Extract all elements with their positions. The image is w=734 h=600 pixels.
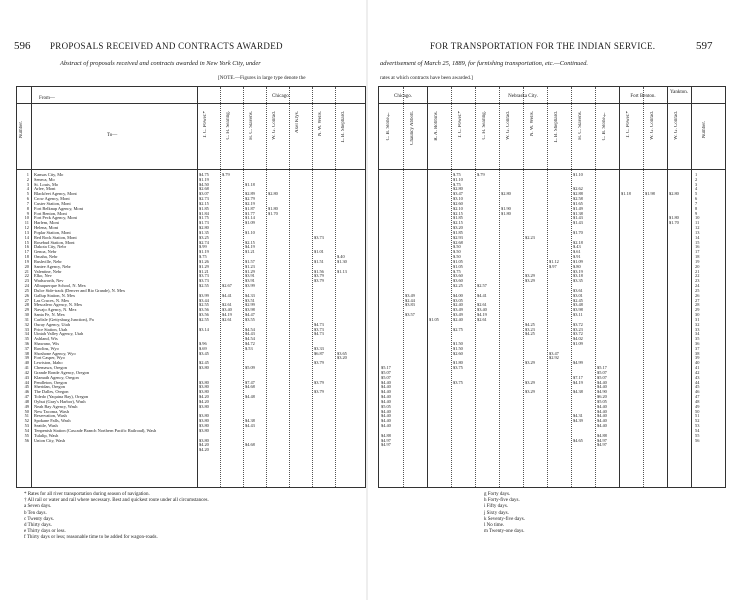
destination-item: Seattle, Wash [34, 423, 58, 429]
destination-item: Rosebud Station, Mont [34, 239, 75, 245]
row-number: 45 [695, 384, 700, 390]
destination-item: Tulalip, Wash [34, 432, 59, 438]
left-bidder-conrad: W. G. Conrad. [272, 111, 277, 140]
destination-item: Omaha, Nebr [34, 254, 58, 260]
destination-item: Pendleton, Oregon [34, 379, 67, 385]
row-number: 35 [695, 336, 700, 342]
destination-item: Navajo Agency, N. Mex [34, 307, 77, 313]
destination-item: Wadsworth, Nev [34, 278, 64, 284]
row-number: 41 [695, 365, 700, 371]
row-number: 16 [24, 244, 29, 250]
destination-item: Elko, Nev [34, 273, 52, 279]
row-number: 38 [24, 350, 29, 356]
row-number: 51 [695, 413, 700, 419]
footnote: d Thirty days. [24, 523, 52, 529]
row-number: 28 [695, 302, 700, 308]
destination-item: Reservation, Wash [34, 413, 67, 419]
row-number: 14 [24, 234, 29, 240]
row-number: 9 [26, 210, 29, 216]
right-group-chicago: Chicago. [394, 94, 412, 99]
right-col-yankton-conrad: $2.80 $1.80 $1.70 [669, 191, 679, 226]
right-col-robbins: $1.05 [429, 316, 439, 322]
row-number: 19 [695, 258, 700, 264]
destination-item: St. Louis, Mo [34, 181, 59, 187]
row-number: 44 [695, 379, 700, 385]
row-number: 41 [24, 365, 29, 371]
right-bidder-benton-power: T. C. Power.* [626, 111, 631, 139]
destination-item: Shawano, Wis [34, 340, 60, 346]
right-group-benton: Fort Benton. [630, 94, 656, 99]
row-number: 40 [695, 360, 700, 366]
row-number: 48 [695, 398, 700, 404]
row-number: 6 [695, 196, 698, 202]
left-to-header: To— [107, 133, 118, 138]
row-number: 21 [695, 268, 700, 274]
destination-item: Custer Station, Mont [34, 200, 71, 206]
right-col-benton-conrad: $1.98 [645, 191, 655, 197]
row-number: 40 [24, 360, 29, 366]
row-number: 29 [24, 307, 29, 313]
row-number: 34 [24, 331, 29, 337]
row-number: 42 [24, 369, 29, 375]
right-bidder-power: T. C. Power.* [458, 111, 463, 139]
row-number: 8 [695, 205, 698, 211]
right-bidder-shephard: L. B. Shephard. [554, 111, 559, 143]
footnote: * Rates for all river transportation during season of navigation. [24, 492, 150, 497]
left-subtitle: Abstract of proposals received and contracts awarded in New York City, under [60, 60, 261, 67]
footnote: l No time. [484, 523, 505, 529]
row-number: 37 [24, 345, 29, 351]
destination-item: Albuquerque School, N. Mex [34, 283, 86, 289]
destination-item: Uintah Valley Agency, Utah [34, 331, 84, 337]
row-number: 32 [24, 321, 29, 327]
destination-item: Blackfeet Agency, Mont [34, 191, 77, 197]
destination-item: New Tacoma, Wash [34, 408, 69, 414]
row-number: 25 [24, 287, 29, 293]
right-footnotes [484, 492, 525, 535]
row-number: 50 [24, 408, 29, 414]
row-number: 53 [24, 423, 29, 429]
row-number: 3 [26, 181, 29, 187]
destination-item: The Dalles, Oregon [34, 389, 69, 395]
right-bidder-wells: N. W. Wells. [530, 111, 535, 137]
footnote: g Forty days. [484, 492, 511, 497]
destination-item: Red Rock Station, Mont [34, 234, 77, 240]
row-number: 39 [24, 355, 29, 361]
row-number: 4 [695, 186, 698, 192]
left-destinations [34, 173, 196, 443]
row-number: 13 [24, 229, 29, 235]
row-number: 49 [695, 403, 700, 409]
footnote: c Twenty days. [24, 516, 54, 522]
row-number: 24 [24, 283, 29, 289]
destination-item: Chemawa, Oregon [34, 365, 67, 371]
right-bidder-abbott: Chauncy Abbott. [410, 111, 415, 145]
left-bidder-power: T. C. Power.* [203, 111, 208, 139]
destination-item: Genoa, Nebr [34, 249, 57, 255]
right-col-shephard: $1.12 $.97 $3.47 $2.92 [549, 258, 559, 361]
footnote: h Forty-five days. [484, 498, 520, 504]
destination-item: Klamath Agency, Oregon [34, 374, 79, 380]
row-number: 30 [24, 312, 29, 318]
right-col-searing: $.79 $2.57 $4.41 $2.61 $3.40 $4.19 $2.61 [477, 172, 487, 322]
row-number: 55 [695, 432, 700, 438]
row-number: 11 [24, 220, 29, 226]
destination-item: Helena, Mont [34, 225, 59, 231]
row-number: 39 [695, 355, 700, 361]
row-number: 13 [695, 229, 700, 235]
destination-item: Spokane Falls, Wash [34, 418, 71, 424]
row-number: 54 [695, 427, 700, 433]
row-number: 27 [695, 297, 700, 303]
row-number: 16 [695, 244, 700, 250]
destination-item: Carlisle (Gettysburg Junction), Pa [34, 316, 94, 322]
row-number: 26 [24, 292, 29, 298]
row-number: 20 [24, 263, 29, 269]
row-number: 10 [24, 215, 29, 221]
left-bidder-krys: Axel Krys. [295, 111, 300, 133]
destination-item: Dulce Side-track (Denver and Rio Grande), N. Mex [34, 287, 126, 293]
row-number: 22 [695, 273, 700, 279]
row-number: 2 [26, 176, 29, 182]
right-bidder-stone1: C. B. Stone.† [386, 111, 391, 141]
row-number: 22 [24, 273, 29, 279]
row-number: 55 [24, 432, 29, 438]
row-number: 27 [24, 297, 29, 303]
left-page-number: 596 [14, 40, 31, 52]
row-number: 5 [695, 191, 698, 197]
right-table [378, 86, 726, 488]
right-col-stone1: $5.17 $5.07 $5.07 $4.40 $4.40 $4.40 $4.40 $4.40 $5.05 $4.40 $4.40 $4.40 $4.40 $4.88 $4.97 $4.97 [381, 365, 391, 448]
destination-item: Rawlins, Wyo [34, 345, 59, 351]
destination-item: Arlee, Mont [34, 186, 56, 192]
destination-item: Poplar Station, Mont [34, 229, 71, 235]
left-row-numbers [17, 173, 29, 443]
right-col-stone2: $5.17 $5.07 $5.07 $4.40 $4.40 $4.90 $6.20 $5.05 $4.40 $4.40 $4.40 $4.40 $4.40 $4.88 $4.97 $4.97 [597, 365, 607, 448]
left-col-wells: $3.73 $1.01 $1.51 $1.56 $3.79 $3.79 $4.73 $3.73 $4.73 $3.33 $6.87 $3.79 $3.79 $3.79 [314, 234, 324, 395]
right-group-yankton: Yankton. [670, 90, 688, 95]
destination-item: Fort Belknap Agency, Mont [34, 205, 83, 211]
footnote: f Thirty days or less; reasonable time to be added for wagon-roads. [24, 535, 158, 541]
right-bidder-conrad: W. G. Conrad. [506, 111, 511, 140]
row-number: 25 [695, 287, 700, 293]
row-number: 33 [695, 326, 700, 332]
row-number: 56 [695, 437, 700, 443]
right-bidder-benton-conrad: W. G. Conrad. [650, 111, 655, 140]
left-table [16, 86, 366, 488]
right-col-power: $.75 $1.10 $.75 $2.80 $3.47 $3.10 $2.60 $2.10 $2.15 $1.85 $2.15 $3.20 $1.85 $2.93 $2.68 $.50 $.50 $.50 $1.05 $1.05 $.75 $3.60 $3.60 $2.25 $4.00 $3.05 $2.40 $3.49 $3.49 $2.40 $2.75 $1.50 $1.50 $2.60 $1.80 $3.75 $3.75 [453, 172, 463, 385]
row-number: 7 [695, 200, 698, 206]
destination-item: Lewiston, Idaho [34, 360, 63, 366]
destination-item: Gallup Station, N. Mex [34, 292, 76, 298]
right-row-numbers [695, 173, 717, 443]
right-bidder-searing: C. H. Searing. [482, 111, 487, 140]
row-number: 46 [695, 389, 700, 395]
destination-item: Kansas City, Mo [34, 173, 64, 177]
left-bidder-searing: C. H. Searing. [226, 111, 231, 140]
row-number: 43 [695, 374, 700, 380]
right-col-abbott: $3.49 $2.44 $3.83 $3.57 [405, 292, 415, 318]
destination-item: Union City, Wash [34, 437, 66, 443]
destination-item: Crow Agency, Mont [34, 196, 70, 202]
right-bidder-slavens: H. C. Slavens. [578, 111, 583, 140]
row-number: 31 [24, 316, 29, 322]
row-number: 56 [24, 437, 29, 443]
row-number: 17 [695, 249, 700, 255]
footnote: j Sixty days. [484, 510, 509, 516]
row-number: 18 [24, 254, 29, 260]
row-number: 48 [24, 398, 29, 404]
footnote: k Seventy-five days. [484, 516, 525, 522]
left-bidder-slavens: H. C. Slavens. [249, 111, 254, 140]
row-number: 38 [695, 350, 700, 356]
row-number: 42 [695, 369, 700, 375]
right-col-slavens: $1.10 $2.62 $2.88 $2.58 $1.65 $1.49 $1.38 $1.43 $1.43 $1.70 $2.18 $.43 $.61 $.91 $1.09 $.80 $3.19 $3.18 $3.35 $3.61 $3.01 $2.45 $3.48 $3.98 $3.11 $3.72 $3.23 $3.72 $4.02 $1.09 $4.99 $7.17 $4.19 $4.38 $4.31 $4.39 $4.65 [573, 172, 583, 443]
destination-item: Harlem, Mont [34, 220, 59, 226]
row-number: 24 [695, 283, 700, 289]
right-col-benton-power: $1.18 [621, 191, 631, 197]
row-number: 52 [24, 418, 29, 424]
left-col-conrad: $2.80 $1.80 $1.70 [268, 191, 278, 216]
left-note: [NOTE.—Figures in large type denote the [218, 75, 306, 81]
row-number: 49 [24, 403, 29, 409]
left-col-slavens: $1.18 $2.89 $2.79 $2.19 $1.87 $1.77 $1.14 $1.09 $1.10 $2.15 $4.19 $1.21 $1.57 $1.23 $1.29 $3.91 $3.91 $3.99 $4.33 $3.51 $2.99 $3.98 $4.47 $3.55 $4.54 $4.43 $4.54 $4.72 $.53 $5.09 $7.47 $4.68 $4.48 $4.38 $4.43 $4.68 [245, 181, 255, 448]
right-subtitle: advertisement of March 25, 1889, for furnishing transportation, etc.—Continued. [380, 60, 588, 67]
destination-item: Santee Agency, Nebr [34, 263, 71, 269]
row-number: 37 [695, 345, 700, 351]
footnote: b Ten days. [24, 510, 47, 516]
row-number: 52 [695, 418, 700, 424]
destination-item: Rushville, Nebr [34, 258, 62, 264]
destination-item: Mescalero Agency, N. Mex [34, 302, 83, 308]
left-col-shephard: $.40 $1.30 $1.13 $3.65 $3.20 [337, 254, 347, 361]
destination-item: Tenpenish Station (Cascade Branch Northern Pacific Railroad), Wash [34, 427, 157, 433]
right-note: rates at which contracts have been awarded.] [380, 75, 473, 81]
row-number: 23 [695, 278, 700, 284]
row-number: 44 [24, 379, 29, 385]
right-group-nebraska: Nebraska City. [508, 94, 538, 99]
row-number: 46 [24, 389, 29, 395]
row-number: 29 [695, 307, 700, 313]
left-from-header: From— [39, 96, 55, 101]
row-number: 6 [26, 196, 29, 202]
destination-item: Toledo (Yaquina Bay), Oregon [34, 394, 89, 400]
row-number: 12 [695, 225, 700, 231]
destination-item: Fort Peck Agency, Mont [34, 215, 77, 221]
left-running-head: PROPOSALS RECEIVED AND CONTRACTS AWARDED [50, 41, 283, 51]
footnote: a Seven days. [24, 504, 52, 510]
right-page-number: 597 [696, 40, 713, 52]
right-col-conrad: $2.80 $1.90 $1.80 [501, 191, 511, 216]
destination-item: Shoshone Agency, Wyo [34, 350, 76, 356]
destination-item: Neah Bay Agency, Wash [34, 403, 78, 409]
row-number: 36 [24, 340, 29, 346]
row-number: 35 [24, 336, 29, 342]
row-number: 21 [24, 268, 29, 274]
row-number: 2 [695, 176, 698, 182]
row-number: 9 [695, 210, 698, 216]
left-bidder-shephard: L. B. Shephard. [341, 111, 346, 143]
right-number-header: Number. [702, 121, 707, 139]
row-number: 43 [24, 374, 29, 380]
footnote: i Fifty days. [484, 504, 509, 510]
footnote: m Twenty-one days. [484, 529, 525, 535]
page-fold [366, 0, 368, 600]
destination-item: Fort Benton, Mont [34, 210, 67, 216]
right-bidder-yankton-conrad: W. G. Conrad. [674, 111, 679, 140]
row-number: 12 [24, 225, 29, 231]
row-number: 4 [26, 186, 29, 192]
row-number: 17 [24, 249, 29, 255]
left-group-chicago: Chicago. [272, 94, 290, 99]
destination-item: Dakota City, Nebr [34, 244, 67, 250]
row-number: 33 [24, 326, 29, 332]
row-number: 28 [24, 302, 29, 308]
row-number: 11 [695, 220, 700, 226]
destination-item: Grande Ronde Agency, Oregon [34, 369, 90, 375]
destination-item: Santa Fe, N. Mex [34, 312, 65, 318]
row-number: 14 [695, 234, 700, 240]
row-number: 3 [695, 181, 698, 187]
destination-item: Seneca, Mo [34, 176, 55, 182]
right-bidder-stone2: C. B. Stone.† [602, 111, 607, 141]
row-number: 51 [24, 413, 29, 419]
destination-item: Ashland, Wis [34, 336, 58, 342]
row-number: 47 [24, 394, 29, 400]
destination-item: Ouray Agency, Utah [34, 321, 70, 327]
row-number: 19 [24, 258, 29, 264]
row-number: 31 [695, 316, 700, 322]
destination-item: Las Cruces, N. Mex [34, 297, 70, 303]
row-number: 32 [695, 321, 700, 327]
destination-item: Price Station, Utah [34, 326, 68, 332]
row-number: 50 [695, 408, 700, 414]
right-bidder-robbins: R. A. Robbins. [434, 111, 439, 141]
destination-item: Sheridan, Oregon [34, 384, 65, 390]
row-number: 15 [695, 239, 700, 245]
destination-item: Fort Casper, Wyo [34, 355, 65, 361]
row-number: 1 [695, 172, 698, 177]
left-number-header: Number. [19, 121, 24, 139]
row-number: 15 [24, 239, 29, 245]
row-number: 1 [26, 172, 29, 177]
row-number: 53 [695, 423, 700, 429]
row-number: 34 [695, 331, 700, 337]
destination-item: Oyhut (Gray's Harbor), Wash [34, 398, 86, 404]
left-col-searing: $.79 $2.67 $4.41 $2.61 $3.40 $4.19 $2.61 [222, 172, 232, 322]
row-number: 36 [695, 340, 700, 346]
right-running-head: FOR TRANSPORTATION FOR THE INDIAN SERVICE. [430, 41, 656, 51]
row-number: 8 [26, 205, 29, 211]
row-number: 10 [695, 215, 700, 221]
right-col-wells: $2.23 $3.29 $3.29 $4.25 $3.23 $4.25 $3.29 $3.29 $3.29 [525, 234, 535, 395]
footnote: e Thirty days or less. [24, 529, 66, 535]
row-number: 20 [695, 263, 700, 269]
row-number: 47 [695, 394, 700, 400]
left-bidder-wells: N. W. Wells. [318, 111, 323, 137]
row-number: 18 [695, 254, 700, 260]
footnote: † All rail or water and rail where necessary. Best and quickest route under all circumstances. [24, 498, 209, 504]
row-number: 54 [24, 427, 29, 433]
row-number: 30 [695, 312, 700, 318]
row-number: 5 [26, 191, 29, 197]
left-footnotes [24, 492, 209, 542]
row-number: 45 [24, 384, 29, 390]
left-col-power: $4.75 $1.19 $4.50 $2.68 $3.07 $2.73 $2.15 $1.85 $1.84 $1.75 $1.73 $2.80 $1.35 $3.25 $2.74 $.99 $1.19 $.75 $1.26 $1.29 $1.21 $3.73 $3.73 $2.55 $3.99 $3.44 $2.55 $3.56 $3.56 $2.55 $3.14 $.96 $.69 $3.45 $2.45 $3.80 $3.80 $3.80 $3.80 $4.20 $4.20 $3.80 $3.80 $3.80 $3.80 $3.80 $3.80 $4.20 $4.20 [199, 172, 209, 453]
row-number: 26 [695, 292, 700, 298]
row-number: 7 [26, 200, 29, 206]
row-number: 23 [24, 278, 29, 284]
destination-item: Valentine, Nebr [34, 268, 62, 274]
